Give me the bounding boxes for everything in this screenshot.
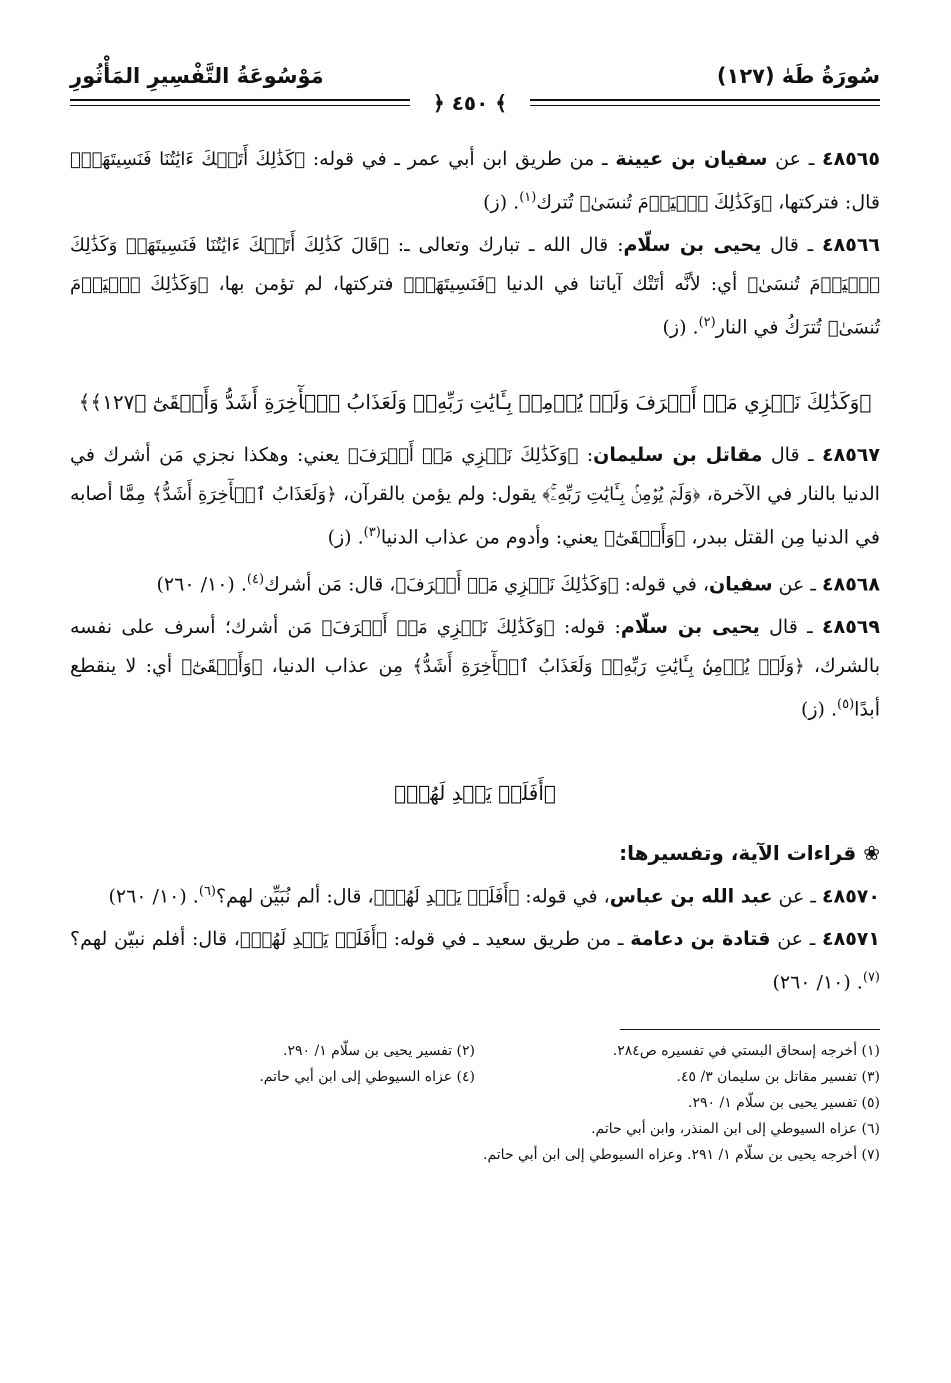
page-number: ﴾ ٤٥٠ ﴿ (410, 91, 530, 115)
entry: ٤٨٥٦٦ ـ قال يحيى بن سلّام: قال الله ـ تبارك وتعالى ـ: ﴿قَالَ كَذَٰلِكَ أَتَتۡكَ ءَايَٰتُنَا فَنَسِيتَهَاۖ وَكَذَٰلِكَ ٱلۡيَوۡمَ تُنسَىٰ﴾ أي: لأنَّه أتَتْك آياتنا في الدنيا ﴿فَنَسِيتَهَاۖ﴾ فتركتها، لم تؤمن بها، ﴿وَكَذَٰلِكَ ٱلۡيَوۡمَ تُنسَىٰ﴾ تُترَكُ في النار$^{(٢)}$. (ز) (70, 234, 881, 339)
footnote: (٢) تفسير يحيى بن سلّام ١/ ٢٩٠. (283, 1043, 475, 1060)
entry-number: ٤٨٥٦٩ (822, 616, 880, 639)
quran-quote: ﴿وَأَبۡقَىٰٓ﴾ (604, 526, 686, 548)
entry-number: ٤٨٥٧٠ (822, 884, 880, 907)
quran-quote: ﴿وَلَمۡ يُؤۡمِنۢ بِـَٔايَٰتِ رَبِّهِۦۚ﴾ (542, 483, 701, 505)
quran-quote: ﴿وَكَذَٰلِكَ نَجۡزِي مَنۡ أَسۡرَفَ﴾ (321, 617, 555, 639)
entry-number: ٤٨٥٦٧ (822, 443, 880, 466)
entry: ٤٨٥٧١ ـ عن قتادة بن دعامة ـ من طريق سعيد ـ في قوله: ﴿أَفَلَمۡ يَهۡدِ لَهُمۡ﴾، قال: أفلم نبيّن لهم؟$^{(٧)}$. (١٠/ ٢٦٠) (70, 927, 880, 994)
entry: ٤٨٥٦٥ ـ عن سفيان بن عيينة ـ من طريق ابن أبي عمر ـ في قوله: ﴿كَذَٰلِكَ أَتَتۡكَ ءَايَٰتُنَا فَنَسِيتَهَاۖ﴾ قال: فتركتها، ﴿وَكَذَٰلِكَ ٱلۡيَوۡمَ تُنسَىٰ﴾ تُترك$^{(١)}$. (ز) (70, 148, 880, 214)
footnote: (١) أخرجه إسحاق البستي في تفسيره ص٢٨٤. (612, 1043, 880, 1060)
quran-quote: ﴿وَكَذَٰلِكَ ٱلۡيَوۡمَ تُنسَىٰ﴾ (70, 274, 880, 339)
narrator-name: مقاتل بن سليمان (593, 443, 763, 466)
section-title: قراءات الآية، وتفسيرها: (619, 840, 857, 865)
footnote-ref: (٣) (363, 524, 381, 540)
quran-quote: ﴿وَكَذَٰلِكَ نَجۡزِي مَنۡ أَسۡرَفَ﴾ (395, 574, 619, 596)
footnote-ref: (٤) (246, 571, 265, 587)
flower-icon: ❀ (863, 840, 880, 865)
verse-heading: ﴿وَكَذَٰلِكَ نَجۡزِي مَنۡ أَسۡرَفَ وَلَمۡ يُؤۡمِنۢ بِـَٔايَٰتِ رَبِّهِۦۚ وَلَعَذَابُ ٱلۡأٓخِرَةِ أَشَدُّ وَأَبۡقَىٰٓ ﴿١٢٧﴾﴾ (78, 389, 872, 414)
page-body (70, 140, 880, 1168)
footnote: (٤) عزاه السيوطي إلى ابن أبي حاتم. (259, 1069, 475, 1086)
section-heading (70, 833, 880, 873)
narrator-name: سفيان (709, 573, 773, 596)
quran-quote: ﴿فَنَسِيتَهَاۖ﴾ (403, 274, 497, 296)
footnotes (70, 1029, 880, 1168)
entry-number: ٤٨٥٦٨ (822, 573, 880, 596)
quran-quote: ﴿قَالَ كَذَٰلِكَ أَتَتۡكَ ءَايَٰتُنَا فَنَسِيتَهَاۖ وَكَذَٰلِكَ ٱلۡيَوۡمَ تُنسَىٰ﴾ (70, 235, 880, 296)
quran-quote: ﴿وَلَعَذَابُ ٱلۡأٓخِرَةِ أَشَدُّ﴾ (152, 483, 337, 505)
footnote-rule (620, 1029, 880, 1030)
quran-quote: ﴿وَلَمۡ يُؤۡمِنۢ بِـَٔايَٰتِ رَبِّهِۦۚ وَلَعَذَابُ ٱلۡأٓخِرَةِ أَشَدُّ﴾ (412, 656, 805, 678)
narrator-name: يحيى بن سلّام (620, 616, 760, 639)
entry: ٤٨٥٧٠ ـ عن عبد الله بن عباس، في قوله: ﴿أَفَلَمۡ يَهۡدِ لَهُمۡ﴾، قال: ألم نُبَيِّن لهم؟$^{(٦)}$. (١٠/ ٢٦٠) (108, 883, 880, 907)
footnote-ref: (١) (519, 190, 537, 205)
quran-quote: ﴿أَفَلَمۡ يَهۡدِ لَهُمۡ﴾ (239, 928, 387, 950)
header-surah: سُورَةُ طَهٰ (١٢٧) (716, 64, 880, 88)
entry: ٤٨٥٦٩ ـ قال يحيى بن سلّام: قوله: ﴿وَكَذَٰلِكَ نَجۡزِي مَنۡ أَسۡرَفَ﴾ مَن أشرك؛ أسرف على نفسه بالشرك، ﴿وَلَمۡ يُؤۡمِنۢ بِـَٔايَٰتِ رَبِّهِۦۚ وَلَعَذَابُ ٱلۡأٓخِرَةِ أَشَدُّ﴾ مِن عذاب الدنيا، ﴿وَأَبۡقَىٰٓ﴾ أي: لا ينقطع أبدًا$^{(٥)}$. (ز) (70, 616, 880, 721)
footnote: (٣) تفسير مقاتل بن سليمان ٣/ ٤٥. (676, 1069, 880, 1086)
footnote-ref: (٦) (198, 883, 216, 899)
footnote-ref: (٥) (837, 697, 855, 713)
footnote: (٦) عزاه السيوطي إلى ابن المنذر، وابن أبي حاتم. (591, 1121, 880, 1138)
narrator-name: عبد الله بن عباس (609, 884, 773, 907)
entry: ٤٨٥٦٨ ـ عن سفيان، في قوله: ﴿وَكَذَٰلِكَ نَجۡزِي مَنۡ أَسۡرَفَ﴾، قال: مَن أشرك$^{(٤)}$. (١٠/ ٢٦٠) (156, 571, 880, 596)
footnote-ref: (٢) (698, 315, 716, 331)
quran-quote: ﴿وَأَبۡقَىٰٓ﴾ (181, 656, 263, 678)
narrator-name: قتادة بن دعامة (630, 927, 771, 950)
header-book-title: مَوْسُوعَةُ التَّفْسِيرِ المَأْثُورِ (70, 64, 324, 88)
quran-quote: ﴿أَفَلَمۡ يَهۡدِ لَهُمۡ﴾ (373, 885, 520, 907)
document-page (70, 55, 880, 1355)
quran-quote: ﴿وَكَذَٰلِكَ ٱلۡيَوۡمَ تُنسَىٰ﴾ (579, 192, 773, 214)
entry: ٤٨٥٦٧ ـ قال مقاتل بن سليمان: ﴿وَكَذَٰلِكَ نَجۡزِي مَنۡ أَسۡرَفَ﴾ يعني: وهكذا نجزي مَن أشرك في الدنيا بالنار في الآخرة، ﴿وَلَمۡ يُؤۡمِنۢ بِـَٔايَٰتِ رَبِّهِۦۚ﴾ يقول: ولم يؤمن بالقرآن، ﴿وَلَعَذَابُ ٱلۡأٓخِرَةِ أَشَدُّ﴾ مِمَّا أصابه في الدنيا مِن القتل ببدر، ﴿وَأَبۡقَىٰٓ﴾ يعني: وأدوم من عذاب الدنيا$^{(٣)}$. (ز) (70, 443, 880, 548)
narrator-name: سفيان بن عيينة (615, 148, 768, 170)
footnote: (٧) أخرجه يحيى بن سلّام ١/ ٢٩١. وعزاه السيوطي إلى ابن أبي حاتم. (483, 1147, 880, 1164)
footnote: (٥) تفسير يحيى بن سلّام ١/ ٢٩٠. (688, 1095, 880, 1112)
footnote-ref: (٧) (862, 969, 880, 985)
verse-heading: ﴿أَفَلَمۡ يَهۡدِ لَهُمۡ﴾ (394, 780, 556, 805)
entry-number: ٤٨٥٧١ (822, 927, 880, 950)
quran-quote: ﴿وَكَذَٰلِكَ نَجۡزِي مَنۡ أَسۡرَفَ﴾ (347, 444, 579, 466)
entry-number: ٤٨٥٦٥ (822, 148, 880, 170)
quran-quote: ﴿كَذَٰلِكَ أَتَتۡكَ ءَايَٰتُنَا فَنَسِيتَهَاۖ﴾ (70, 149, 305, 170)
entry-number: ٤٨٥٦٦ (822, 234, 881, 257)
narrator-name: يحيى بن سلّام (623, 234, 762, 257)
